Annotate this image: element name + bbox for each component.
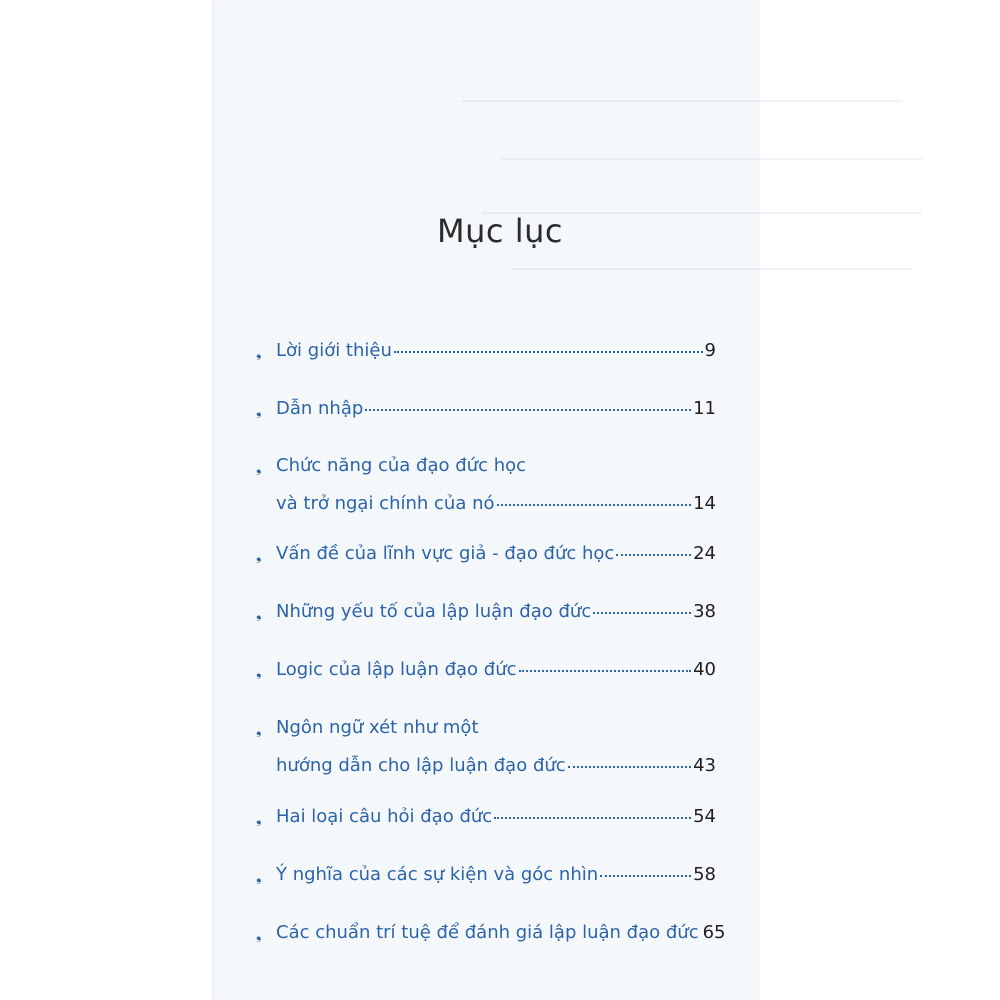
toc-line: [276, 755, 716, 776]
show-through-line: [512, 268, 912, 270]
dot-leader: [494, 816, 691, 819]
toc-entry-title: Lời giới thiệu: [276, 340, 392, 361]
toc-line: [276, 543, 716, 564]
dot-leader: [616, 553, 691, 556]
show-through-line: [502, 158, 922, 160]
leaf-bullet-icon: ❟: [256, 403, 262, 419]
toc-page-number: 11: [693, 398, 716, 419]
toc-entry-title: Chức năng của đạo đức học: [276, 455, 527, 476]
toc-entry-title: Logic của lập luận đạo đức: [276, 659, 517, 680]
toc-page-number: 9: [704, 340, 716, 361]
dot-leader: [519, 669, 692, 672]
toc-page-number: 43: [693, 755, 716, 776]
toc-entry-title: Các chuẩn trí tuệ để đánh giá lập luận đạo đức: [276, 922, 699, 943]
dot-leader: [394, 350, 703, 353]
dot-leader: [600, 874, 691, 877]
toc-page-number: 38: [693, 601, 716, 622]
leaf-bullet-icon: ❟: [256, 811, 262, 827]
page-title: Mục lục: [437, 212, 563, 250]
toc-entry-title: Những yếu tố của lập luận đạo đức: [276, 601, 592, 622]
dot-leader: [593, 611, 691, 614]
toc-entry-title: và trở ngại chính của nó: [276, 493, 495, 514]
toc-entry-title: hướng dẫn cho lập luận đạo đức: [276, 755, 566, 776]
toc-line: [276, 659, 716, 680]
dot-leader: [497, 503, 692, 506]
toc-entry-title: Hai loại câu hỏi đạo đức: [276, 806, 493, 827]
leaf-bullet-icon: ❟: [256, 345, 262, 361]
toc-page-number: 40: [693, 659, 716, 680]
toc-page-number: 54: [693, 806, 716, 827]
toc-line-continued: [276, 455, 716, 476]
toc-line: [276, 601, 716, 622]
show-through-line: [462, 100, 902, 102]
toc-line: [276, 806, 716, 827]
leaf-bullet-icon: ❟: [256, 722, 262, 738]
leaf-bullet-icon: ❟: [256, 927, 262, 943]
toc-entry-title: Ngôn ngữ xét như một: [276, 717, 479, 738]
dot-leader: [365, 408, 691, 411]
toc-page-number: 14: [693, 493, 716, 514]
toc-line-continued: [276, 717, 716, 738]
toc-page-number: 65: [702, 922, 726, 943]
toc-entry-title: Dẫn nhập: [276, 398, 364, 419]
leaf-bullet-icon: ❟: [256, 548, 262, 564]
leaf-bullet-icon: ❟: [256, 664, 262, 680]
leaf-bullet-icon: ❟: [256, 606, 262, 622]
toc-line: [276, 922, 726, 943]
toc-page-number: 58: [693, 864, 716, 885]
toc-page-number: 24: [693, 543, 716, 564]
leaf-bullet-icon: ❟: [256, 460, 262, 476]
toc-line: [276, 864, 716, 885]
toc-entry-title: Vấn đề của lĩnh vực giả - đạo đức học: [276, 543, 615, 564]
toc-line: [276, 493, 716, 514]
toc-line: [276, 398, 716, 419]
leaf-bullet-icon: ❟: [256, 869, 262, 885]
toc-line: [276, 340, 716, 361]
toc-entry-title: Ý nghĩa của các sự kiện và góc nhìn: [276, 864, 599, 885]
dot-leader: [568, 765, 691, 768]
